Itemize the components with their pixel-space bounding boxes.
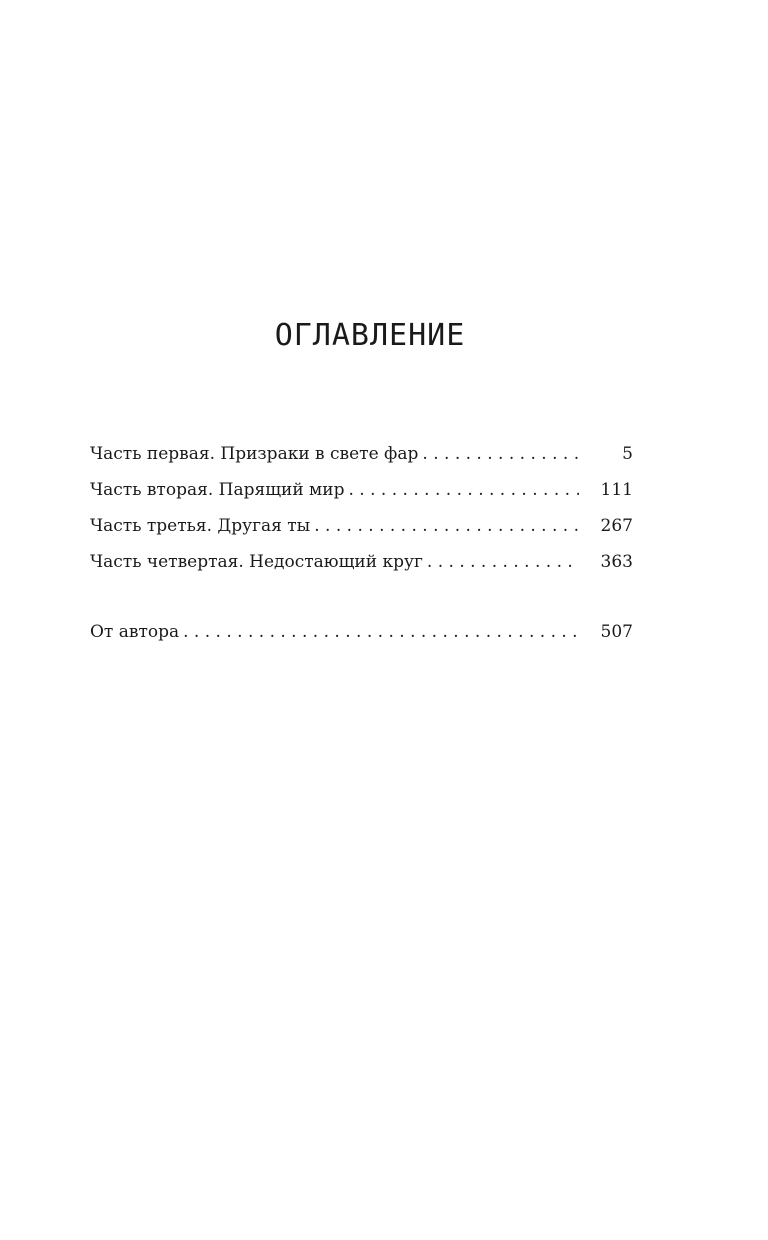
toc-entry-page-number: 5 [622,444,633,464]
toc-entry-part-4 [90,544,633,580]
toc-entry-label: Часть третья. Другая ты [90,516,311,536]
toc-dot-leader [349,472,580,508]
toc-dot-leader [183,614,579,650]
toc-entry-label: От автора [90,622,180,642]
toc-entry-page-number: 267 [600,516,633,536]
toc-dot-leader [427,544,579,580]
toc-entry-label: Часть вторая. Парящий мир [90,480,345,500]
toc-entry-label: Часть четвертая. Недостающий круг [90,552,423,572]
toc-dot-leader [314,508,579,544]
toc-entry-afterword [90,614,633,650]
toc-entry-part-2 [90,472,633,508]
toc-entry-page-number: 507 [600,622,633,642]
toc-entry-part-1 [90,436,633,472]
toc-entry-label: Часть первая. Призраки в свете фар [90,444,419,464]
toc-list [90,436,633,650]
toc-title: ОГЛАВЛЕНИЕ [274,318,466,353]
toc-dot-leader [422,436,579,472]
toc-entry-page-number: 111 [600,480,633,500]
toc-entry-page-number: 363 [600,552,633,572]
toc-entry-part-3 [90,508,633,544]
